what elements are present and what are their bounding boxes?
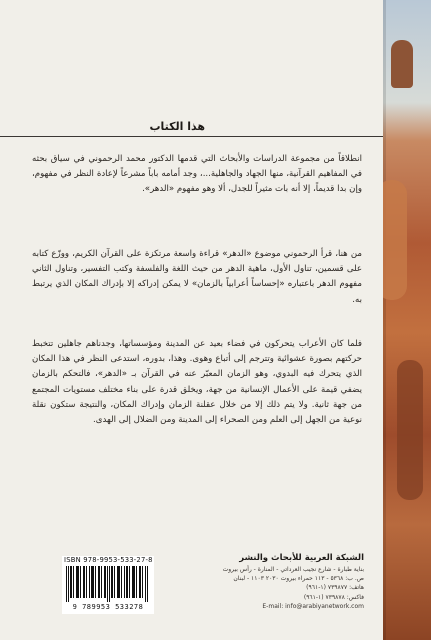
isbn-barcode-box [62,556,154,614]
cover-photo-strip [383,0,431,640]
section-title: هذا الكتاب [143,120,211,133]
publisher-address: بناية طبارة - شارع نجيب العرداتي - المنارة - رأس بيروت [222,566,364,573]
publisher-email: E-mail: info@arabiyanetwork.com [262,602,364,610]
blurb-paragraph-2 [32,247,362,308]
paragraph-text: فلما كان الأعراب يتحركون في فضاء بعيد عن المدينة ومؤسساتها، وجدناهم جاهلين تتخبط حركتهم بصورة عشوائية وتترجم إلى أتباع وهوى. وهذا، بدوره، استدعى النظر في هذا المكان الذي يتحرك فيه البدوي، وهو الزمان المعبّر عنه في القرآن بـ «الدهر»، فالتحكم بالزمان يضفي قيمة على الأعمال الإنسانية من جهة، ويخلق قدرة على بناء مختلف مستويات المجتمع من جهة ثانية. ولا يتم ذلك إلا من خلال عقلنة الزمان وإدراك المكان، والنتيجة ستكون نقلة نوعية من الجهل إلى العلم ومن الصحراء إلى المدينة ومن الضلال إلى الهدى. [32,339,362,426]
barcode-icon [66,566,150,602]
barcode-digits: 9 789953 533278 [72,603,144,611]
publisher-pobox: ص. ب: ٥٣٦٨ - ١١٣ حمراء بيروت ٢٠٣٠ ١١٠٣ - لبنان [233,575,364,583]
publisher-fax: فاكس: ٧٣٩٨٧٨ (١-٩٦١) [303,593,364,601]
rock-formation [383,180,407,300]
publisher-name: الشبكة العربية للأبحاث والنشر [239,553,364,563]
blurb-paragraph-3 [32,337,362,428]
paragraph-text: انطلاقاً من مجموعة الدراسات والأبحاث التي قدمها الدكتور محمد الرحموني في سياق بحثه في المفاهيم القرآنية، منها الجهاد والجاهلية...، وجد أمامه باباً مشرعاً لإعادة النظر في مفهوم، وإن بدا قديماً، إلا أنه بات مثيراً للجدل، ألا وهو مفهوم «الدهر». [32,154,362,195]
blurb-paragraph-1 [32,152,362,198]
photo-edge-shadow [383,0,386,640]
publisher-phone: هاتف: ٧٣٩٨٧٧ (١-٩٦١) [306,584,364,592]
paragraph-text: من هنا، قرأ الرحموني موضوع «الدهر» قراءة واسعة مرتكزة على القرآن الكريم، ووزّع كتابه على قسمين، تناول الأول، ماهية الدهر من حيث اللغة والفلسفة وكتب التفسير، وتناول الثاني مفهوم الدهر باعتباره «إحساساً أعرابياً بالزمان» لا يمكن إدراكه إلا بإدراك المكان الذي يرتبط به. [32,249,362,305]
isbn-number: ISBN 978-9953-533-27-8 [64,556,153,564]
section-header [0,120,383,137]
publisher-info [158,553,364,611]
rock-formation [391,40,413,88]
rock-formation [397,360,423,500]
